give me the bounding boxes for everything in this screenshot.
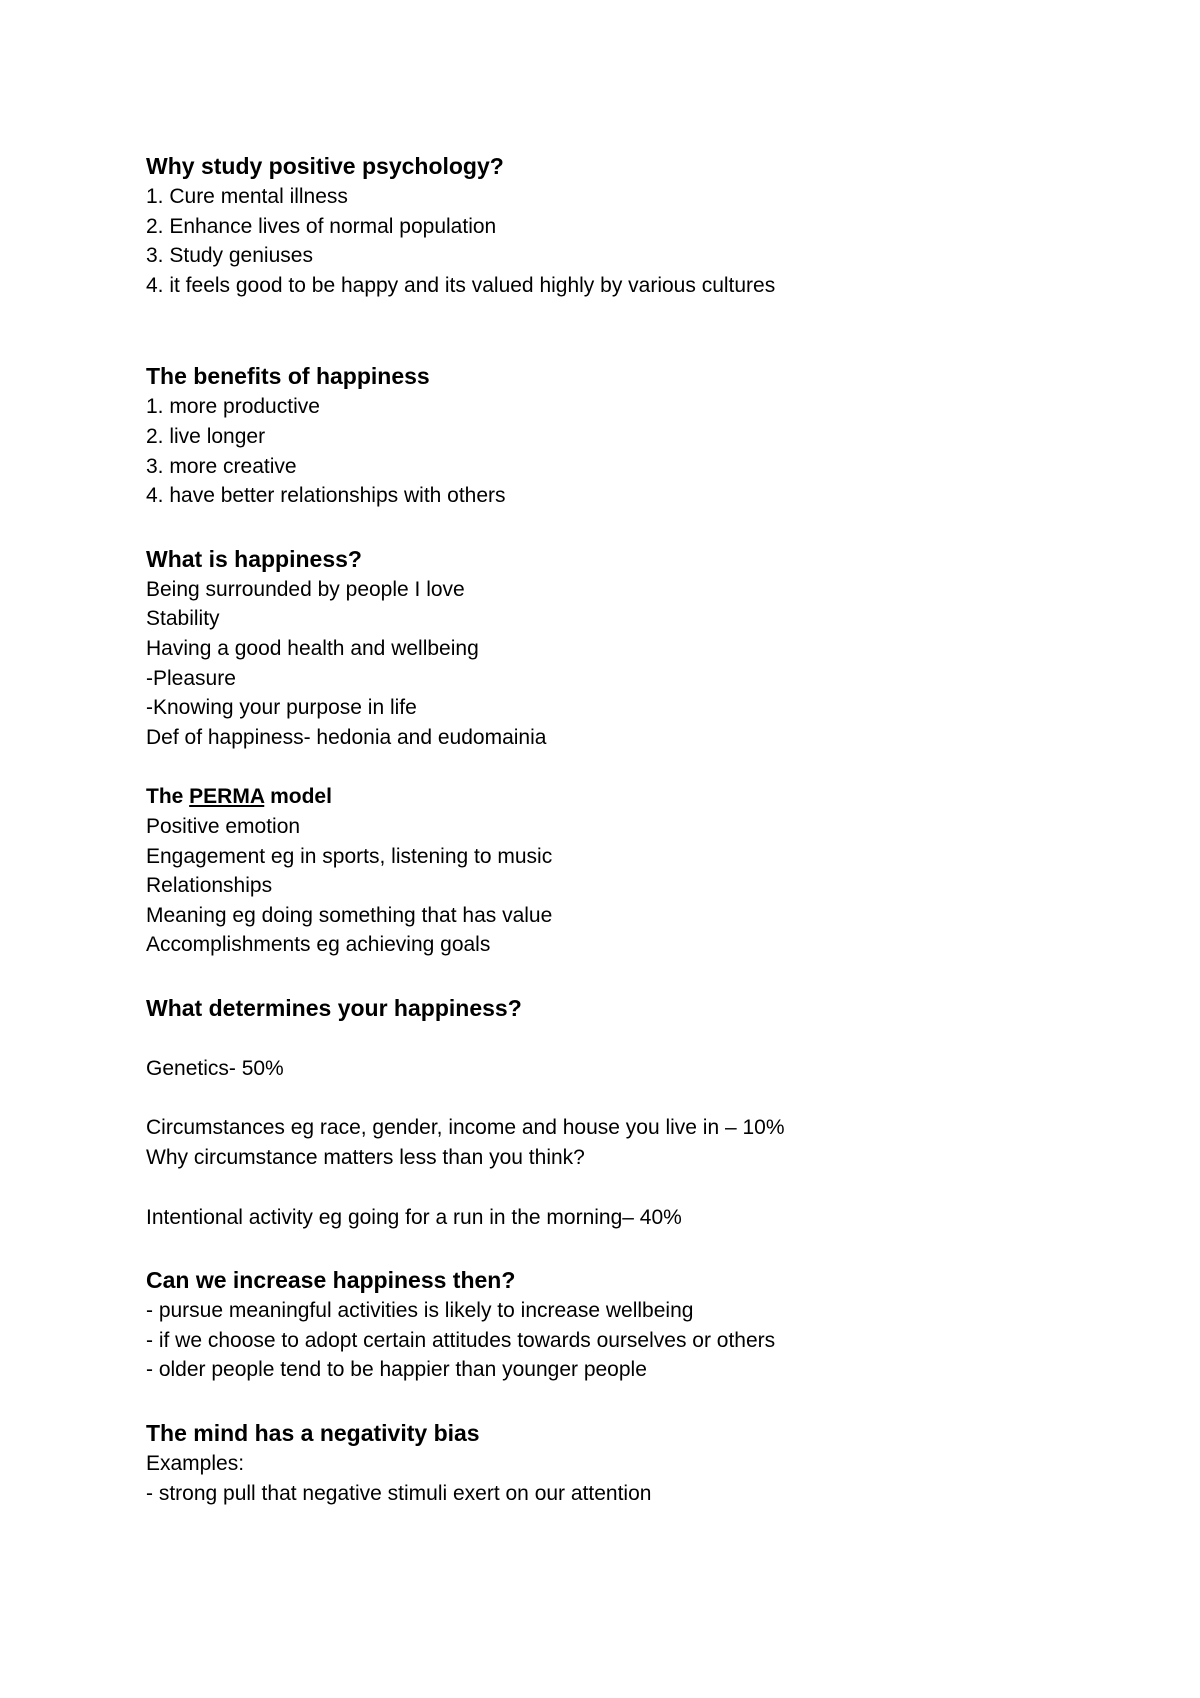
list-item: Examples: bbox=[146, 1452, 245, 1476]
list-item: 3. Study geniuses bbox=[146, 244, 313, 268]
list-item: 4. have better relationships with others bbox=[146, 484, 506, 508]
heading-why-study: Why study positive psychology? bbox=[146, 153, 504, 179]
list-item: 2. Enhance lives of normal population bbox=[146, 214, 497, 238]
list-item: Accomplishments eg achieving goals bbox=[146, 933, 491, 957]
heading-perma bbox=[146, 782, 1126, 812]
section-why-study bbox=[146, 150, 1126, 300]
spacer bbox=[146, 511, 1126, 543]
list-item: -Knowing your purpose in life bbox=[146, 696, 417, 720]
circumstances-line: Circumstances eg race, gender, income and house you live in – 10% bbox=[146, 1116, 785, 1140]
list-item: 1. more productive bbox=[146, 395, 320, 419]
section-benefits bbox=[146, 360, 1126, 510]
section-increase bbox=[146, 1264, 1126, 1385]
section-determines bbox=[146, 992, 1126, 1232]
heading-increase: Can we increase happiness then? bbox=[146, 1267, 516, 1294]
list-item: Engagement eg in sports, listening to music bbox=[146, 844, 553, 868]
list-item: 3. more creative bbox=[146, 454, 297, 478]
list-item: - older people tend to be happier than younger people bbox=[146, 1358, 647, 1382]
heading-perma-post: model bbox=[264, 785, 332, 809]
heading-benefits: The benefits of happiness bbox=[146, 363, 430, 390]
list-item: Relationships bbox=[146, 874, 273, 898]
list-item: Being surrounded by people I love bbox=[146, 577, 465, 601]
heading-what-is-happiness: What is happiness? bbox=[146, 545, 362, 572]
list-item: Def of happiness- hedonia and eudomainia bbox=[146, 725, 547, 749]
list-item: - pursue meaningful activities is likely to increase wellbeing bbox=[146, 1299, 694, 1323]
section-what-is-happiness bbox=[146, 543, 1126, 753]
spacer bbox=[146, 1385, 1126, 1417]
list-item: 4. it feels good to be happy and its valued highly by various cultures bbox=[146, 273, 776, 297]
list-item: 1. Cure mental illness bbox=[146, 185, 348, 208]
heading-determines: What determines your happiness? bbox=[146, 994, 522, 1021]
heading-perma-acronym: PERMA bbox=[189, 785, 265, 809]
list-item: Meaning eg doing something that has value bbox=[146, 903, 553, 927]
spacer bbox=[146, 1024, 1126, 1054]
spacer bbox=[146, 1083, 1126, 1113]
heading-negativity-bias: The mind has a negativity bias bbox=[146, 1420, 480, 1447]
list-item: -Pleasure bbox=[146, 666, 236, 690]
list-item: Positive emotion bbox=[146, 814, 301, 838]
list-item: - strong pull that negative stimuli exert on our attention bbox=[146, 1481, 652, 1505]
genetics-line: Genetics- 50% bbox=[146, 1056, 284, 1080]
spacer bbox=[146, 300, 1126, 360]
heading-perma-pre: The bbox=[146, 785, 190, 809]
circumstances-question: Why circumstance matters less than you think? bbox=[146, 1146, 585, 1170]
list-item: Stability bbox=[146, 607, 220, 631]
intentional-line: Intentional activity eg going for a run in the morning– 40% bbox=[146, 1205, 682, 1229]
list-item: Having a good health and wellbeing bbox=[146, 636, 479, 660]
spacer bbox=[146, 1173, 1126, 1203]
spacer bbox=[146, 960, 1126, 992]
list-item: - if we choose to adopt certain attitudes towards ourselves or others bbox=[146, 1328, 776, 1352]
spacer bbox=[146, 752, 1126, 782]
section-negativity-bias bbox=[146, 1417, 1126, 1508]
document-page bbox=[146, 150, 1126, 1508]
section-perma bbox=[146, 782, 1126, 960]
list-item: 2. live longer bbox=[146, 424, 266, 448]
spacer bbox=[146, 1232, 1126, 1264]
